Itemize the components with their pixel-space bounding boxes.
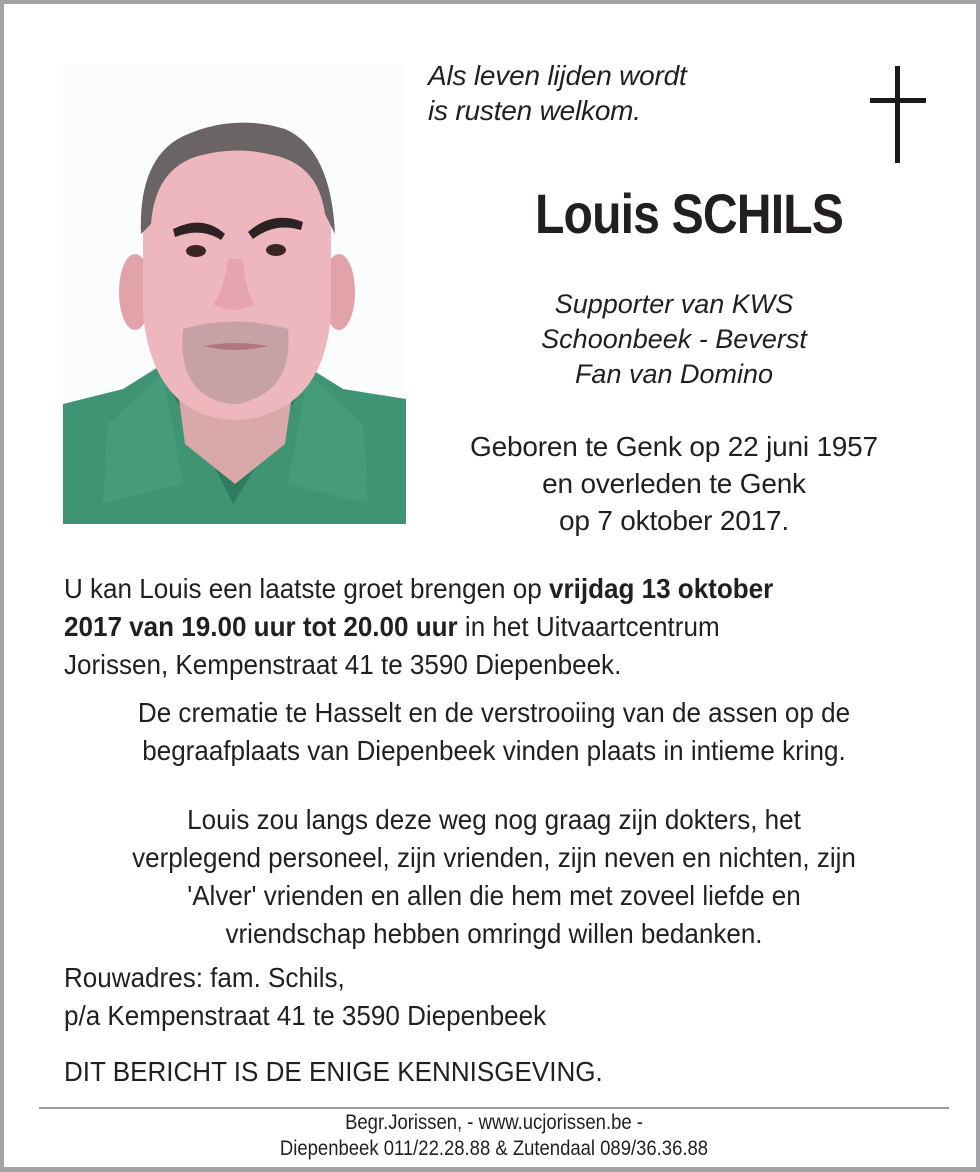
tagline <box>444 287 904 392</box>
address-line: p/a Kempenstraat 41 te 3590 Diepenbeek <box>64 1000 547 1031</box>
thanks-line: verplegend personeel, zijn vrienden, zijn neven en nichten, zijn <box>132 842 856 873</box>
thanks-paragraph <box>38 801 949 953</box>
tagline-line: Schoonbeek - Beverst <box>541 324 807 354</box>
final-note: DIT BERICHT IS DE ENIGE KENNISGEVING. <box>64 1056 603 1087</box>
cremation-line: De crematie te Hasselt en de verstrooiing van de assen op de <box>137 697 851 728</box>
visitation-intro: U kan Louis een laatste groet brengen op <box>64 573 549 604</box>
funeral-home-footer <box>63 1110 925 1162</box>
visitation-line-3: Jorissen, Kempenstraat 41 te 3590 Diepenbeek. <box>64 649 622 680</box>
motto-line: Als leven lijden wordt <box>428 60 687 91</box>
deceased-name: Louis SCHILS <box>534 182 844 245</box>
cremation-paragraph <box>38 694 949 770</box>
visitation-line-1 <box>64 570 773 608</box>
thanks-line: vriendschap hebben omringd willen bedanken. <box>225 918 763 949</box>
thanks-line: 'Alver' vrienden en allen die hem met zoveel liefde en <box>187 880 801 911</box>
portrait-image <box>63 64 406 524</box>
address-line: Rouwadres: fam. Schils, <box>64 962 345 993</box>
cremation-line: begraafplaats van Diepenbeek vinden plaats in intieme kring. <box>142 735 846 766</box>
footer-divider <box>39 1107 949 1109</box>
motto-quote <box>428 58 687 128</box>
visitation-line-2 <box>64 608 773 646</box>
footer-line-2: Diepenbeek 011/22.28.88 & Zutendaal 089/36.36.88 <box>279 1137 709 1160</box>
visitation-date: vrijdag 13 oktober <box>548 573 774 604</box>
footer-line-1: Begr.Jorissen, - www.ucjorissen.be - <box>345 1111 643 1134</box>
mourning-address <box>64 959 546 1035</box>
visitation-time: 2017 van 19.00 uur tot 20.00 uur <box>64 611 458 642</box>
cross-icon-vertical <box>895 66 900 163</box>
cross-icon <box>870 66 926 163</box>
visitation-location: in het Uitvaartcentrum <box>457 611 720 642</box>
life-line: op 7 oktober 2017. <box>559 505 789 536</box>
portrait-photo <box>63 64 406 524</box>
tagline-line: Supporter van KWS <box>554 289 794 319</box>
life-line: Geboren te Genk op 22 juni 1957 <box>470 431 878 462</box>
thanks-line: Louis zou langs deze weg nog graag zijn dokters, het <box>187 804 801 835</box>
cross-icon-horizontal <box>870 98 926 103</box>
motto-line: is rusten welkom. <box>428 95 641 126</box>
birth-death-info <box>424 428 924 539</box>
visitation-paragraph <box>64 570 773 684</box>
life-line: en overleden te Genk <box>542 468 806 499</box>
tagline-line: Fan van Domino <box>574 359 774 389</box>
